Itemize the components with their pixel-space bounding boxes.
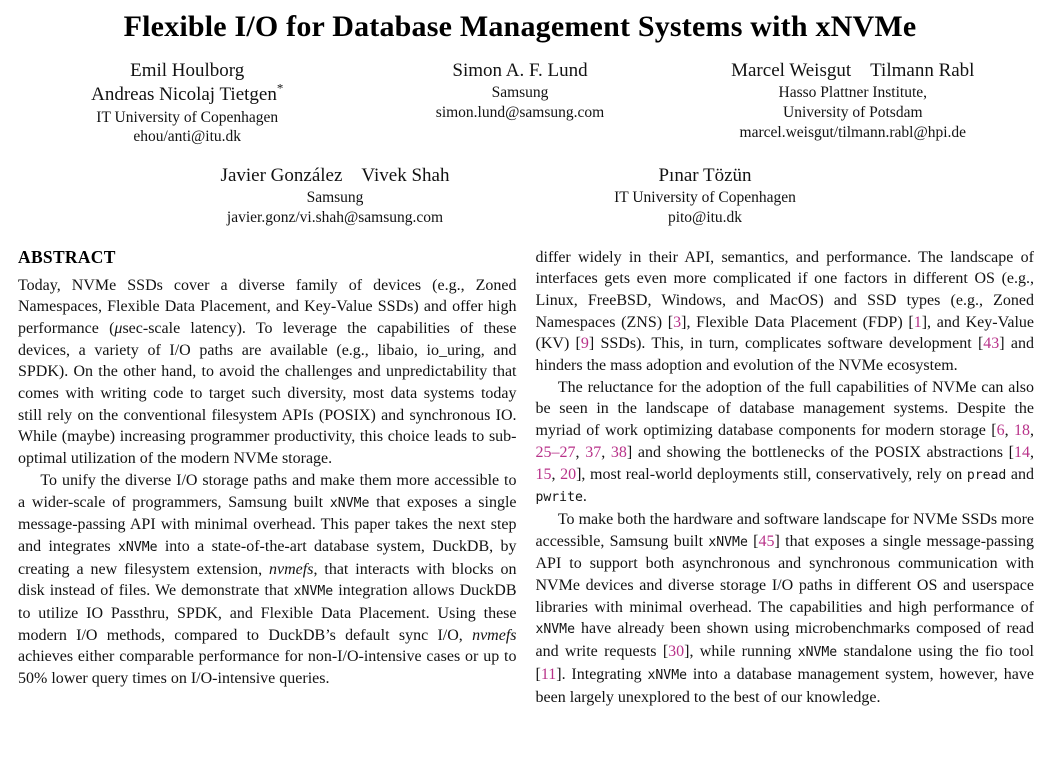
left-column [18,247,517,709]
citation-link[interactable]: 38 [610,443,627,461]
text-segment: , [1030,422,1034,440]
authors-row-1 [0,59,1040,148]
text-segment-mono: xNVMe [647,667,687,683]
text-segment: [ [747,532,759,550]
author-name: Simon A. F. Lund [452,60,588,81]
author-affiliation: Samsung [491,84,549,102]
text-segment: Andreas Nicolaj Tietgen [91,84,277,106]
paragraph [536,509,1035,708]
text-segment: , [575,443,586,461]
author-email: javier.gonz/vi.shah@samsung.com [226,209,444,227]
author-email: marcel.weisgut/tilmann.rabl@hpi.de [739,123,967,141]
author-affiliation: IT University of Copenhagen [614,189,796,207]
author-email: ehou/anti@itu.dk [133,128,242,146]
author-email: simon.lund@samsung.com [435,104,605,122]
paragraph [18,275,517,470]
text-segment: ], and Key-Value (KV) [ [535,313,1034,353]
text-segment: To make both the hardware and software landscape for NVMe SSDs more accessible, Samsung built [535,510,1034,550]
text-segment-mono: xNVMe [708,534,748,550]
text-segment: , [551,465,561,483]
citation-link[interactable]: 30 [668,643,685,661]
citation-link[interactable]: 11 [540,665,557,683]
text-segment-mono: xNVMe [329,495,370,511]
text-segment-mono: pread [966,467,1007,483]
text-segment-italic: μ [114,319,123,337]
text-segment-mono: xNVMe [118,539,158,555]
two-column-body [0,247,1040,709]
author-affiliation: University of Potsdam [783,104,923,122]
text-segment-mono: xNVMe [535,622,575,638]
text-segment: sec-scale latency). To leverage the capabilities of these devices, a variety of I/O paths are available (e.g., libaio, io_uring, and SPDK). On the other hand, to avoid the challenges and unpredictability that comes with writing code to target such diversity, most data systems today still rely on the conventional filesystem APIs (POSIX) and synchronous IO. While (maybe) increasing programmer productivity, this choice leads to sub-optimal utilization of the modern NVMe storage. [18,319,517,468]
citation-link[interactable]: 6 [996,422,1005,440]
author-name [0,80,374,107]
author-email: pito@itu.dk [667,209,743,227]
text-segment: ] and hinders the mass adoption and evolution of the NVMe ecosystem. [535,335,1034,375]
author-block-itu-houlborg-tietgen [0,59,374,148]
text-segment: , [601,443,611,461]
text-segment: The reluctance for the adoption of the full capabilities of NVMe can also be seen in the landscape of database management systems. Despite the myriad of work optimizing database components for modern storage [ [535,378,1034,440]
citation-link[interactable]: 43 [983,335,1000,353]
introduction-text [536,247,1035,709]
text-segment: ] and showing the bottlenecks of the POSIX abstractions [ [626,443,1014,461]
text-segment: ] that exposes a single message-passing API to support both asynchronous and synchronous communication with NVMe devices and diverse storage I/O paths in different OS and userspace libraries with minimal overhead. The capabilities and high performance of [535,532,1035,616]
text-segment-mono: xNVMe [293,584,334,600]
citation-link[interactable]: 18 [1014,422,1030,440]
text-segment: and [1006,465,1034,483]
citation-link[interactable]: 14 [1014,443,1030,461]
citation-link[interactable]: 15 [535,465,552,483]
text-segment: , [1030,443,1034,461]
author-affiliation: Samsung [306,189,364,207]
citation-link[interactable]: 3 [673,313,682,331]
paragraph [536,247,1035,377]
text-segment-italic: nvmefs [472,626,517,644]
author-name: Pınar Tözün [658,164,752,186]
citation-link[interactable]: 1 [913,313,922,331]
authors-row-2 [0,164,1040,229]
text-segment: , that interacts with blocks on disk instead of files. We demonstrate that [18,560,517,600]
text-segment-sup: * [276,80,284,96]
text-segment: have already been shown using microbenchmarks composed of read and write requests [ [535,620,1034,661]
text-segment-mono: xNVMe [797,645,838,661]
abstract-text [18,275,517,690]
text-segment: , [1004,422,1014,440]
text-segment: ], most real-world deployments still, conservatively, rely on [576,465,967,483]
paragraph [536,377,1035,509]
text-segment: integration allows DuckDB to utilize IO Passthru, SPDK, and Flexible Data Placement. Using these modern I/O methods, compared to DuckDB’s default sync I/O, [18,582,517,644]
text-segment: To unify the diverse I/O storage paths and make them more accessible to a wider-scale of programmers, Samsung built [18,471,517,511]
author-name: Javier González Vivek Shah [220,164,450,186]
author-affiliation: IT University of Copenhagen [96,108,279,126]
text-segment: into a state-of-the-art database system, DuckDB, by creating a new filesystem extension, [18,537,517,578]
author-affiliation: Hasso Plattner Institute, [778,84,928,102]
author-block-hpi-weisgut-rabl [666,59,1040,148]
paper-title: Flexible I/O for Database Management Systems with xNVMe [123,10,917,43]
text-segment: . [582,488,587,506]
citation-link[interactable]: 9 [580,335,589,353]
author-block-itu-tozun [535,164,875,229]
text-segment: achieves either comparable performance for non-I/O-intensive cases or up to 50% lower query times on I/O-intensive queries. [18,648,517,688]
citation-link[interactable]: 45 [758,532,775,550]
paragraph [18,470,517,690]
author-block-samsung-lund [374,59,665,148]
author-block-samsung-gonzalez-shah [165,164,505,229]
abstract-heading: ABSTRACT [18,246,116,267]
citation-link[interactable]: 25–27 [535,443,576,461]
text-segment: ], while running [684,643,798,661]
right-column [536,247,1035,709]
author-name: Marcel Weisgut Tilmann Rabl [731,60,975,81]
text-segment: ] SSDs). This, in turn, complicates software development [ [588,335,984,353]
text-segment-mono: pwrite [535,490,583,506]
text-segment: that exposes a single message-passing API with minimal overhead. This paper takes the next step and integrates [18,493,517,555]
citation-link[interactable]: 37 [585,443,602,461]
citation-link[interactable]: 20 [560,465,577,483]
text-segment: ], Flexible Data Placement (FDP) [ [681,313,914,331]
text-segment: differ widely in their API, semantics, and performance. The landscape of interfaces gets even more complicated if one factors in different OS (e.g., Linux, FreeBSD, Windows, and MacOS) and SSD types (e.g., Zoned Namespaces (ZNS) [ [535,248,1034,331]
text-segment: into a database management system, however, have been largely unexplored to the best of our knowledge. [535,665,1035,706]
author-name: Emil Houlborg [130,60,245,81]
text-segment: ]. Integrating [556,665,648,683]
text-segment-italic: nvmefs [269,560,314,578]
text-segment: standalone using the fio tool [ [535,643,1035,683]
text-segment: Today, NVMe SSDs cover a diverse family of devices (e.g., Zoned Namespaces, Flexible Data Placement, and Key-Value SSDs) and offer high performance ( [18,276,517,337]
